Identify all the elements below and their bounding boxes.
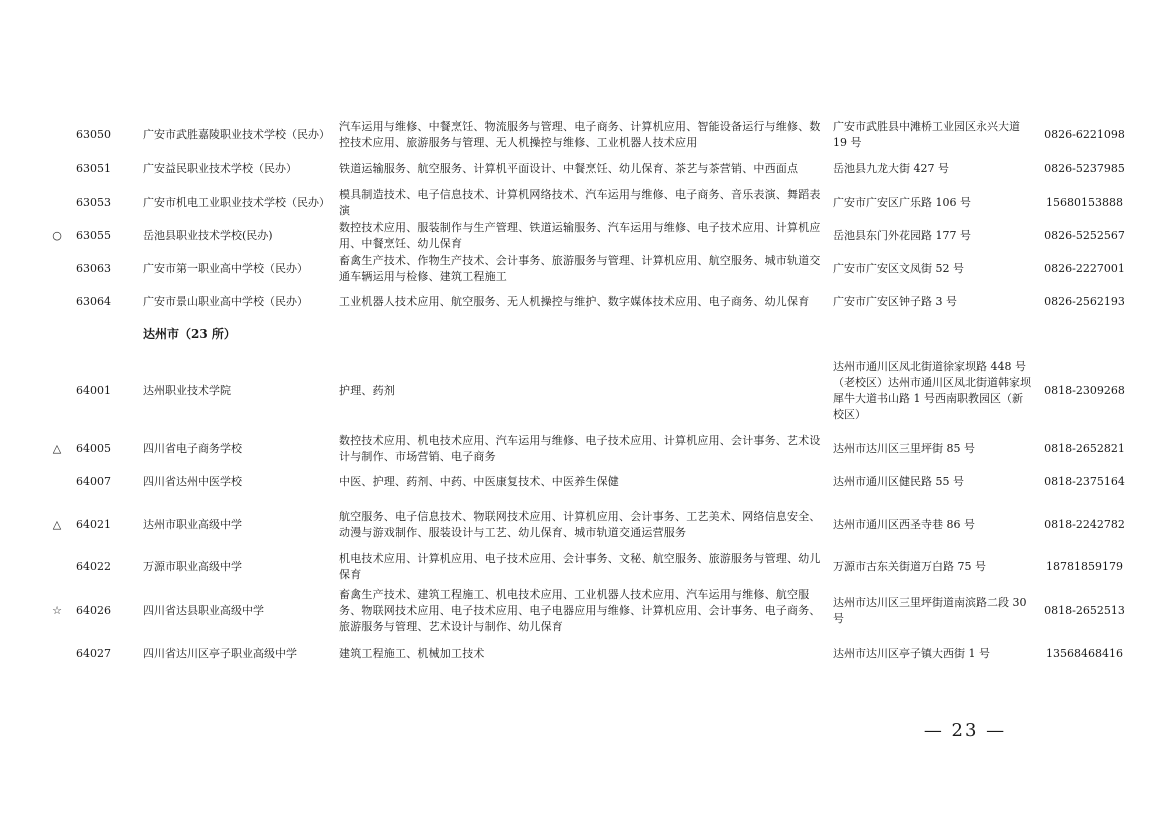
school-code: 63050 [76,128,111,141]
school-name: 广安市第一职业高中学校（民办） [143,262,308,275]
table-row [40,252,1134,286]
school-name: 广安市武胜嘉陵职业技术学校（民办） [143,128,330,141]
school-phone: 13568468416 [1046,647,1123,660]
school-code: 64005 [76,441,111,455]
school-phone: 0818-2242782 [1044,517,1125,531]
school-code: 64027 [76,647,111,660]
school-address: 达州市达川区亭子镇大西街 1 号 [833,647,990,660]
majors-list: 畜禽生产技术、作物生产技术、会计事务、旅游服务与管理、计算机应用、航空服务、城市轨道交通车辆运用与检修、建筑工程施工 [339,254,821,283]
table-row [40,350,1134,432]
school-address: 万源市古东关街道万白路 75 号 [833,559,986,573]
table-row [40,550,1134,583]
school-phone: 15680153888 [1046,195,1123,209]
status-mark [40,118,74,152]
majors-list: 护理、药剂 [339,384,395,397]
school-address: 达州市通川区健民路 55 号 [833,475,964,488]
status-mark [40,550,74,583]
school-address: 广安市武胜县中滩桥工业园区永兴大道 19 号 [833,120,1020,149]
majors-list: 中医、护理、药剂、中药、中医康复技术、中医养生保健 [339,475,619,488]
school-address: 达州市通川区西圣寺巷 86 号 [833,517,975,531]
school-name: 四川省达川区亭子职业高级中学 [143,647,297,660]
school-name: 四川省电子商务学校 [143,441,242,455]
table-row [40,152,1134,186]
school-phone: 18781859179 [1046,559,1123,573]
majors-list: 铁道运输服务、航空服务、计算机平面设计、中餐烹饪、幼儿保育、茶艺与茶营销、中西面点 [339,162,799,175]
school-code: 63051 [76,162,111,175]
school-code: 63053 [76,195,111,209]
table-row [40,465,1134,499]
school-code: 63064 [76,295,111,308]
majors-list: 工业机器人技术应用、航空服务、无人机操控与维护、数字媒体技术应用、电子商务、幼儿保育 [339,295,810,308]
table-row [40,118,1134,152]
section-mark-cell [40,318,74,350]
status-mark [40,186,74,219]
status-mark [40,252,74,286]
school-name: 四川省达县职业高级中学 [143,603,264,617]
majors-list: 畜禽生产技术、建筑工程施工、机电技术应用、工业机器人技术应用、汽车运用与维修、航空服务、物联网技术应用、电子技术应用、电子电器应用与维修、计算机应用、会计事务、电子商务、旅游服务与管理、艺术设计与制作、幼儿保育 [339,587,821,633]
school-phone: 0818-2375164 [1044,475,1125,488]
section-code-cell [74,318,141,350]
school-name: 达州职业技术学院 [143,384,231,397]
school-name: 广安益民职业技术学校（民办） [143,162,297,175]
majors-list: 数控技术应用、机电技术应用、汽车运用与维修、电子技术应用、计算机应用、会计事务、艺术设计与制作、市场营销、电子商务 [339,433,821,463]
majors-list: 数控技术应用、服装制作与生产管理、铁道运输服务、汽车运用与维修、电子技术应用、计算机应用、中餐烹饪、幼儿保育 [339,220,821,250]
table-row [40,286,1134,318]
majors-list: 汽车运用与维修、中餐烹饪、物流服务与管理、电子商务、计算机应用、智能设备运行与维修、数控技术应用、旅游服务与管理、无人机操控与维修、工业机器人技术应用 [339,120,821,149]
school-address: 达州市达川区三里坪街道南滨路二段 30 号 [833,595,1027,625]
status-mark [40,286,74,318]
school-address: 广安市广安区文凤街 52 号 [833,262,964,275]
status-mark: △ [52,441,62,455]
school-address: 达州市通川区凤北街道徐家坝路 448 号（老校区）达州市通川区凤北街道韩家坝犀牛大道书山路 1 号西南职教园区（新校区） [833,360,1031,421]
school-code: 64026 [76,603,111,617]
page-number: — 23 — [923,720,1007,741]
table-body-guangan [40,118,1134,318]
table-row [40,186,1134,219]
school-code: 64021 [76,517,111,531]
majors-list: 模具制造技术、电子信息技术、计算机网络技术、汽车运用与维修、电子商务、音乐表演、舞蹈表演 [339,187,821,217]
school-code: 63063 [76,262,111,275]
school-phone: 0826-5237985 [1044,162,1125,175]
school-name: 岳池县职业技术学校(民办) [143,228,273,242]
table-body-dazhou [40,350,1134,670]
status-mark [40,350,74,432]
school-address: 岳池县九龙大街 427 号 [833,162,949,175]
school-phone: 0818-2652513 [1044,603,1125,617]
status-mark: △ [52,517,62,531]
school-code: 63055 [76,228,111,242]
school-phone: 0818-2309268 [1044,384,1125,397]
school-name: 广安市景山职业高中学校（民办） [143,295,308,308]
school-address: 岳池县东门外花园路 177 号 [833,228,971,242]
school-name: 广安市机电工业职业技术学校（民办） [143,195,330,209]
section-header-row-group [40,318,1134,350]
school-name: 万源市职业高级中学 [143,559,242,573]
majors-list: 航空服务、电子信息技术、物联网技术应用、计算机应用、会计事务、工艺美术、网络信息安全、动漫与游戏制作、服装设计与工艺、幼儿保育、城市轨道交通运营服务 [339,509,821,539]
school-address: 广安市广安区广乐路 106 号 [833,195,971,209]
majors-list: 机电技术应用、计算机应用、电子技术应用、会计事务、文秘、航空服务、旅游服务与管理、幼儿保育 [339,551,821,581]
table-row [40,219,1134,252]
status-mark [40,465,74,499]
school-address: 广安市广安区钟子路 3 号 [833,295,957,308]
status-mark: ☆ [52,603,62,617]
section-header-row [40,318,1134,350]
school-name: 达州市职业高级中学 [143,517,242,531]
school-phone: 0826-6221098 [1044,128,1125,141]
table-row [40,499,1134,550]
table-row [40,583,1134,638]
school-phone: 0826-2227001 [1044,262,1125,275]
school-phone: 0826-5252567 [1044,228,1125,242]
school-phone: 0826-2562193 [1044,295,1125,308]
status-mark [40,638,74,670]
school-table [40,118,1134,670]
school-phone: 0818-2652821 [1044,441,1125,455]
status-mark [40,152,74,186]
school-address: 达州市达川区三里坪街 85 号 [833,441,975,455]
school-code: 64022 [76,559,111,573]
status-mark: ○ [52,228,62,242]
section-title: 达州市（23 所） [143,327,236,341]
school-code: 64001 [76,384,111,397]
school-code: 64007 [76,475,111,488]
table-row [40,638,1134,670]
majors-list: 建筑工程施工、机械加工技术 [339,647,485,660]
school-name: 四川省达州中医学校 [143,475,242,488]
table-row [40,432,1134,465]
